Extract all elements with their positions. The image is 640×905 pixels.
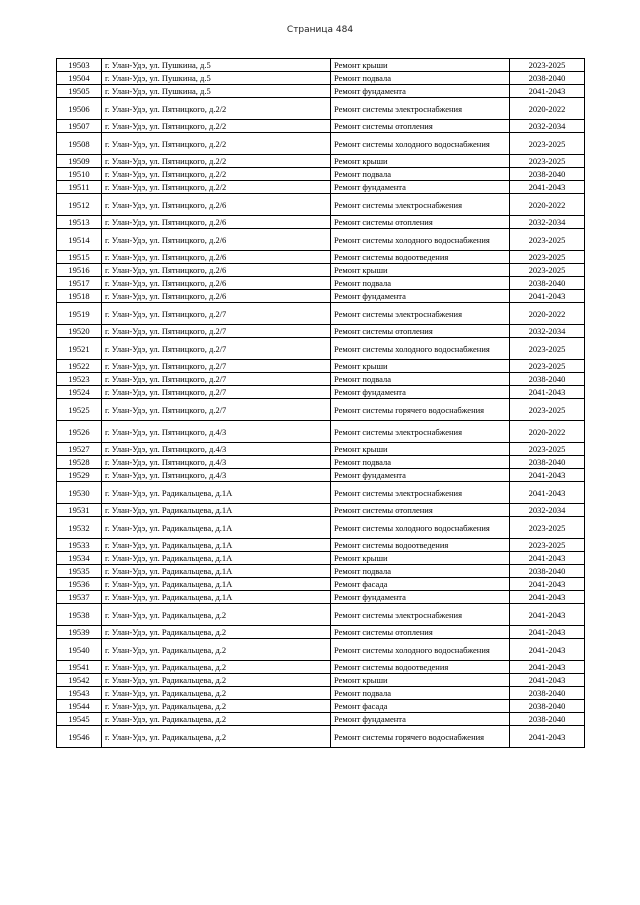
row-number-cell: 19538 bbox=[57, 604, 102, 626]
table-row bbox=[57, 325, 585, 338]
row-number-cell: 19505 bbox=[57, 85, 102, 98]
period-cell: 2023-2025 bbox=[510, 443, 585, 456]
work-type-cell: Ремонт подвала bbox=[331, 277, 510, 290]
period-cell: 2023-2025 bbox=[510, 133, 585, 155]
work-type-cell: Ремонт системы холодного водоснабжения bbox=[331, 229, 510, 251]
work-type-cell: Ремонт крыши bbox=[331, 264, 510, 277]
address-cell: г. Улан-Удэ, ул. Пятницкого, д.2/6 bbox=[102, 229, 331, 251]
address-cell: г. Улан-Удэ, ул. Пушкина, д.5 bbox=[102, 85, 331, 98]
period-cell: 2020-2022 bbox=[510, 303, 585, 325]
address-cell: г. Улан-Удэ, ул. Пятницкого, д.2/7 bbox=[102, 373, 331, 386]
row-number-cell: 19508 bbox=[57, 133, 102, 155]
work-type-cell: Ремонт системы отопления bbox=[331, 626, 510, 639]
address-cell: г. Улан-Удэ, ул. Радикальцева, д.2 bbox=[102, 674, 331, 687]
period-cell: 2041-2043 bbox=[510, 386, 585, 399]
row-number-cell: 19527 bbox=[57, 443, 102, 456]
address-cell: г. Улан-Удэ, ул. Пятницкого, д.2/2 bbox=[102, 155, 331, 168]
row-number-cell: 19540 bbox=[57, 639, 102, 661]
period-cell: 2041-2043 bbox=[510, 290, 585, 303]
work-type-cell: Ремонт системы электроснабжения bbox=[331, 194, 510, 216]
work-type-cell: Ремонт системы холодного водоснабжения bbox=[331, 517, 510, 539]
table-row bbox=[57, 373, 585, 386]
row-number-cell: 19533 bbox=[57, 539, 102, 552]
table-row bbox=[57, 639, 585, 661]
period-cell: 2023-2025 bbox=[510, 360, 585, 373]
row-number-cell: 19541 bbox=[57, 661, 102, 674]
address-cell: г. Улан-Удэ, ул. Радикальцева, д.2 bbox=[102, 700, 331, 713]
period-cell: 2032-2034 bbox=[510, 325, 585, 338]
row-number-cell: 19509 bbox=[57, 155, 102, 168]
table-row bbox=[57, 517, 585, 539]
period-cell: 2020-2022 bbox=[510, 421, 585, 443]
table-row bbox=[57, 504, 585, 517]
work-type-cell: Ремонт системы отопления bbox=[331, 216, 510, 229]
period-cell: 2023-2025 bbox=[510, 517, 585, 539]
work-type-cell: Ремонт крыши bbox=[331, 552, 510, 565]
work-type-cell: Ремонт фасада bbox=[331, 700, 510, 713]
address-cell: г. Улан-Удэ, ул. Пятницкого, д.2/2 bbox=[102, 98, 331, 120]
row-number-cell: 19537 bbox=[57, 591, 102, 604]
table-row bbox=[57, 591, 585, 604]
period-cell: 2032-2034 bbox=[510, 504, 585, 517]
table-row bbox=[57, 552, 585, 565]
row-number-cell: 19532 bbox=[57, 517, 102, 539]
address-cell: г. Улан-Удэ, ул. Радикальцева, д.2 bbox=[102, 687, 331, 700]
table-row bbox=[57, 399, 585, 421]
row-number-cell: 19528 bbox=[57, 456, 102, 469]
table-row bbox=[57, 72, 585, 85]
row-number-cell: 19524 bbox=[57, 386, 102, 399]
address-cell: г. Улан-Удэ, ул. Радикальцева, д.1А bbox=[102, 565, 331, 578]
work-type-cell: Ремонт системы отопления bbox=[331, 504, 510, 517]
work-type-cell: Ремонт фундамента bbox=[331, 713, 510, 726]
row-number-cell: 19529 bbox=[57, 469, 102, 482]
address-cell: г. Улан-Удэ, ул. Пятницкого, д.2/7 bbox=[102, 338, 331, 360]
period-cell: 2023-2025 bbox=[510, 399, 585, 421]
work-type-cell: Ремонт системы водоотведения bbox=[331, 539, 510, 552]
table-row bbox=[57, 726, 585, 748]
row-number-cell: 19526 bbox=[57, 421, 102, 443]
address-cell: г. Улан-Удэ, ул. Радикальцева, д.2 bbox=[102, 604, 331, 626]
address-cell: г. Улан-Удэ, ул. Пятницкого, д.4/3 bbox=[102, 456, 331, 469]
work-type-cell: Ремонт системы электроснабжения bbox=[331, 482, 510, 504]
row-number-cell: 19523 bbox=[57, 373, 102, 386]
period-cell: 2032-2034 bbox=[510, 120, 585, 133]
period-cell: 2023-2025 bbox=[510, 59, 585, 72]
period-cell: 2041-2043 bbox=[510, 626, 585, 639]
address-cell: г. Улан-Удэ, ул. Радикальцева, д.2 bbox=[102, 639, 331, 661]
work-type-cell: Ремонт системы электроснабжения bbox=[331, 303, 510, 325]
table-row bbox=[57, 421, 585, 443]
period-cell: 2041-2043 bbox=[510, 181, 585, 194]
period-cell: 2023-2025 bbox=[510, 155, 585, 168]
row-number-cell: 19546 bbox=[57, 726, 102, 748]
address-cell: г. Улан-Удэ, ул. Пятницкого, д.2/2 bbox=[102, 120, 331, 133]
work-type-cell: Ремонт фундамента bbox=[331, 591, 510, 604]
row-number-cell: 19545 bbox=[57, 713, 102, 726]
period-cell: 2038-2040 bbox=[510, 277, 585, 290]
period-cell: 2038-2040 bbox=[510, 456, 585, 469]
period-cell: 2041-2043 bbox=[510, 726, 585, 748]
address-cell: г. Улан-Удэ, ул. Радикальцева, д.1А bbox=[102, 539, 331, 552]
table-row bbox=[57, 155, 585, 168]
table-row bbox=[57, 469, 585, 482]
work-type-cell: Ремонт крыши bbox=[331, 360, 510, 373]
period-cell: 2023-2025 bbox=[510, 264, 585, 277]
work-type-cell: Ремонт подвала bbox=[331, 565, 510, 578]
work-type-cell: Ремонт системы отопления bbox=[331, 325, 510, 338]
table-row bbox=[57, 578, 585, 591]
table-row bbox=[57, 713, 585, 726]
table-row bbox=[57, 264, 585, 277]
period-cell: 2041-2043 bbox=[510, 578, 585, 591]
row-number-cell: 19510 bbox=[57, 168, 102, 181]
period-cell: 2041-2043 bbox=[510, 591, 585, 604]
period-cell: 2041-2043 bbox=[510, 552, 585, 565]
period-cell: 2023-2025 bbox=[510, 539, 585, 552]
table-row bbox=[57, 443, 585, 456]
period-cell: 2041-2043 bbox=[510, 482, 585, 504]
row-number-cell: 19516 bbox=[57, 264, 102, 277]
address-cell: г. Улан-Удэ, ул. Пятницкого, д.2/6 bbox=[102, 277, 331, 290]
table-row bbox=[57, 303, 585, 325]
table-row bbox=[57, 687, 585, 700]
address-cell: г. Улан-Удэ, ул. Пятницкого, д.2/7 bbox=[102, 360, 331, 373]
period-cell: 2041-2043 bbox=[510, 639, 585, 661]
table-row bbox=[57, 661, 585, 674]
work-type-cell: Ремонт системы электроснабжения bbox=[331, 98, 510, 120]
period-cell: 2038-2040 bbox=[510, 713, 585, 726]
work-type-cell: Ремонт крыши bbox=[331, 59, 510, 72]
period-cell: 2041-2043 bbox=[510, 661, 585, 674]
work-type-cell: Ремонт фундамента bbox=[331, 386, 510, 399]
work-type-cell: Ремонт системы горячего водоснабжения bbox=[331, 399, 510, 421]
table-row bbox=[57, 338, 585, 360]
row-number-cell: 19520 bbox=[57, 325, 102, 338]
work-type-cell: Ремонт подвала bbox=[331, 456, 510, 469]
address-cell: г. Улан-Удэ, ул. Радикальцева, д.1А bbox=[102, 591, 331, 604]
address-cell: г. Улан-Удэ, ул. Пятницкого, д.4/3 bbox=[102, 443, 331, 456]
period-cell: 2041-2043 bbox=[510, 85, 585, 98]
table-row bbox=[57, 251, 585, 264]
work-type-cell: Ремонт крыши bbox=[331, 443, 510, 456]
period-cell: 2038-2040 bbox=[510, 72, 585, 85]
work-type-cell: Ремонт системы водоотведения bbox=[331, 251, 510, 264]
row-number-cell: 19514 bbox=[57, 229, 102, 251]
period-cell: 2020-2022 bbox=[510, 98, 585, 120]
period-cell: 2038-2040 bbox=[510, 565, 585, 578]
period-cell: 2038-2040 bbox=[510, 687, 585, 700]
address-cell: г. Улан-Удэ, ул. Пятницкого, д.2/6 bbox=[102, 194, 331, 216]
table-row bbox=[57, 98, 585, 120]
address-cell: г. Улан-Удэ, ул. Радикальцева, д.2 bbox=[102, 726, 331, 748]
row-number-cell: 19539 bbox=[57, 626, 102, 639]
row-number-cell: 19536 bbox=[57, 578, 102, 591]
table-row bbox=[57, 290, 585, 303]
address-cell: г. Улан-Удэ, ул. Радикальцева, д.2 bbox=[102, 626, 331, 639]
table-row bbox=[57, 700, 585, 713]
period-cell: 2041-2043 bbox=[510, 604, 585, 626]
table-row bbox=[57, 360, 585, 373]
table-row bbox=[57, 133, 585, 155]
table-row bbox=[57, 674, 585, 687]
row-number-cell: 19503 bbox=[57, 59, 102, 72]
row-number-cell: 19522 bbox=[57, 360, 102, 373]
row-number-cell: 19517 bbox=[57, 277, 102, 290]
table-row bbox=[57, 565, 585, 578]
table-row bbox=[57, 168, 585, 181]
work-type-cell: Ремонт системы электроснабжения bbox=[331, 604, 510, 626]
table-row bbox=[57, 626, 585, 639]
work-type-cell: Ремонт системы холодного водоснабжения bbox=[331, 338, 510, 360]
address-cell: г. Улан-Удэ, ул. Пятницкого, д.2/6 bbox=[102, 290, 331, 303]
address-cell: г. Улан-Удэ, ул. Пушкина, д.5 bbox=[102, 72, 331, 85]
period-cell: 2038-2040 bbox=[510, 168, 585, 181]
row-number-cell: 19515 bbox=[57, 251, 102, 264]
table-row bbox=[57, 120, 585, 133]
address-cell: г. Улан-Удэ, ул. Пятницкого, д.2/2 bbox=[102, 168, 331, 181]
address-cell: г. Улан-Удэ, ул. Пятницкого, д.2/7 bbox=[102, 325, 331, 338]
address-cell: г. Улан-Удэ, ул. Радикальцева, д.1А bbox=[102, 578, 331, 591]
period-cell: 2020-2022 bbox=[510, 194, 585, 216]
table-row bbox=[57, 194, 585, 216]
work-type-cell: Ремонт крыши bbox=[331, 674, 510, 687]
address-cell: г. Улан-Удэ, ул. Радикальцева, д.1А bbox=[102, 504, 331, 517]
row-number-cell: 19518 bbox=[57, 290, 102, 303]
work-type-cell: Ремонт системы электроснабжения bbox=[331, 421, 510, 443]
address-cell: г. Улан-Удэ, ул. Пушкина, д.5 bbox=[102, 59, 331, 72]
work-type-cell: Ремонт фундамента bbox=[331, 290, 510, 303]
row-number-cell: 19542 bbox=[57, 674, 102, 687]
work-type-cell: Ремонт системы горячего водоснабжения bbox=[331, 726, 510, 748]
work-type-cell: Ремонт фундамента bbox=[331, 181, 510, 194]
table-row bbox=[57, 456, 585, 469]
address-cell: г. Улан-Удэ, ул. Радикальцева, д.1А bbox=[102, 517, 331, 539]
work-type-cell: Ремонт системы холодного водоснабжения bbox=[331, 133, 510, 155]
row-number-cell: 19511 bbox=[57, 181, 102, 194]
row-number-cell: 19544 bbox=[57, 700, 102, 713]
address-cell: г. Улан-Удэ, ул. Пятницкого, д.2/6 bbox=[102, 264, 331, 277]
work-type-cell: Ремонт системы холодного водоснабжения bbox=[331, 639, 510, 661]
work-type-cell: Ремонт подвала bbox=[331, 72, 510, 85]
row-number-cell: 19531 bbox=[57, 504, 102, 517]
table-row bbox=[57, 482, 585, 504]
row-number-cell: 19519 bbox=[57, 303, 102, 325]
address-cell: г. Улан-Удэ, ул. Пятницкого, д.4/3 bbox=[102, 421, 331, 443]
row-number-cell: 19521 bbox=[57, 338, 102, 360]
address-cell: г. Улан-Удэ, ул. Пятницкого, д.4/3 bbox=[102, 469, 331, 482]
row-number-cell: 19504 bbox=[57, 72, 102, 85]
period-cell: 2041-2043 bbox=[510, 674, 585, 687]
work-type-cell: Ремонт фундамента bbox=[331, 85, 510, 98]
row-number-cell: 19525 bbox=[57, 399, 102, 421]
row-number-cell: 19512 bbox=[57, 194, 102, 216]
address-cell: г. Улан-Удэ, ул. Радикальцева, д.1А bbox=[102, 552, 331, 565]
repair-schedule-table bbox=[56, 58, 585, 748]
work-type-cell: Ремонт системы отопления bbox=[331, 120, 510, 133]
address-cell: г. Улан-Удэ, ул. Радикальцева, д.2 bbox=[102, 661, 331, 674]
address-cell: г. Улан-Удэ, ул. Пятницкого, д.2/7 bbox=[102, 399, 331, 421]
period-cell: 2038-2040 bbox=[510, 700, 585, 713]
period-cell: 2023-2025 bbox=[510, 338, 585, 360]
address-cell: г. Улан-Удэ, ул. Пятницкого, д.2/6 bbox=[102, 251, 331, 264]
work-type-cell: Ремонт системы водоотведения bbox=[331, 661, 510, 674]
row-number-cell: 19513 bbox=[57, 216, 102, 229]
table-row bbox=[57, 229, 585, 251]
address-cell: г. Улан-Удэ, ул. Пятницкого, д.2/2 bbox=[102, 133, 331, 155]
address-cell: г. Улан-Удэ, ул. Радикальцева, д.2 bbox=[102, 713, 331, 726]
table-row bbox=[57, 386, 585, 399]
period-cell: 2041-2043 bbox=[510, 469, 585, 482]
address-cell: г. Улан-Удэ, ул. Радикальцева, д.1А bbox=[102, 482, 331, 504]
row-number-cell: 19543 bbox=[57, 687, 102, 700]
period-cell: 2023-2025 bbox=[510, 251, 585, 264]
row-number-cell: 19534 bbox=[57, 552, 102, 565]
work-type-cell: Ремонт фундамента bbox=[331, 469, 510, 482]
row-number-cell: 19530 bbox=[57, 482, 102, 504]
address-cell: г. Улан-Удэ, ул. Пятницкого, д.2/2 bbox=[102, 181, 331, 194]
period-cell: 2023-2025 bbox=[510, 229, 585, 251]
row-number-cell: 19535 bbox=[57, 565, 102, 578]
work-type-cell: Ремонт крыши bbox=[331, 155, 510, 168]
table-row bbox=[57, 181, 585, 194]
row-number-cell: 19506 bbox=[57, 98, 102, 120]
work-type-cell: Ремонт фасада bbox=[331, 578, 510, 591]
address-cell: г. Улан-Удэ, ул. Пятницкого, д.2/7 bbox=[102, 303, 331, 325]
table-row bbox=[57, 85, 585, 98]
period-cell: 2038-2040 bbox=[510, 373, 585, 386]
address-cell: г. Улан-Удэ, ул. Пятницкого, д.2/6 bbox=[102, 216, 331, 229]
work-type-cell: Ремонт подвала bbox=[331, 168, 510, 181]
table-row bbox=[57, 604, 585, 626]
table-row bbox=[57, 216, 585, 229]
work-type-cell: Ремонт подвала bbox=[331, 373, 510, 386]
work-type-cell: Ремонт подвала bbox=[331, 687, 510, 700]
period-cell: 2032-2034 bbox=[510, 216, 585, 229]
address-cell: г. Улан-Удэ, ул. Пятницкого, д.2/7 bbox=[102, 386, 331, 399]
table-row bbox=[57, 539, 585, 552]
page-header: Страница 484 bbox=[286, 25, 354, 35]
row-number-cell: 19507 bbox=[57, 120, 102, 133]
table-row bbox=[57, 59, 585, 72]
table-row bbox=[57, 277, 585, 290]
table-body bbox=[57, 59, 585, 748]
